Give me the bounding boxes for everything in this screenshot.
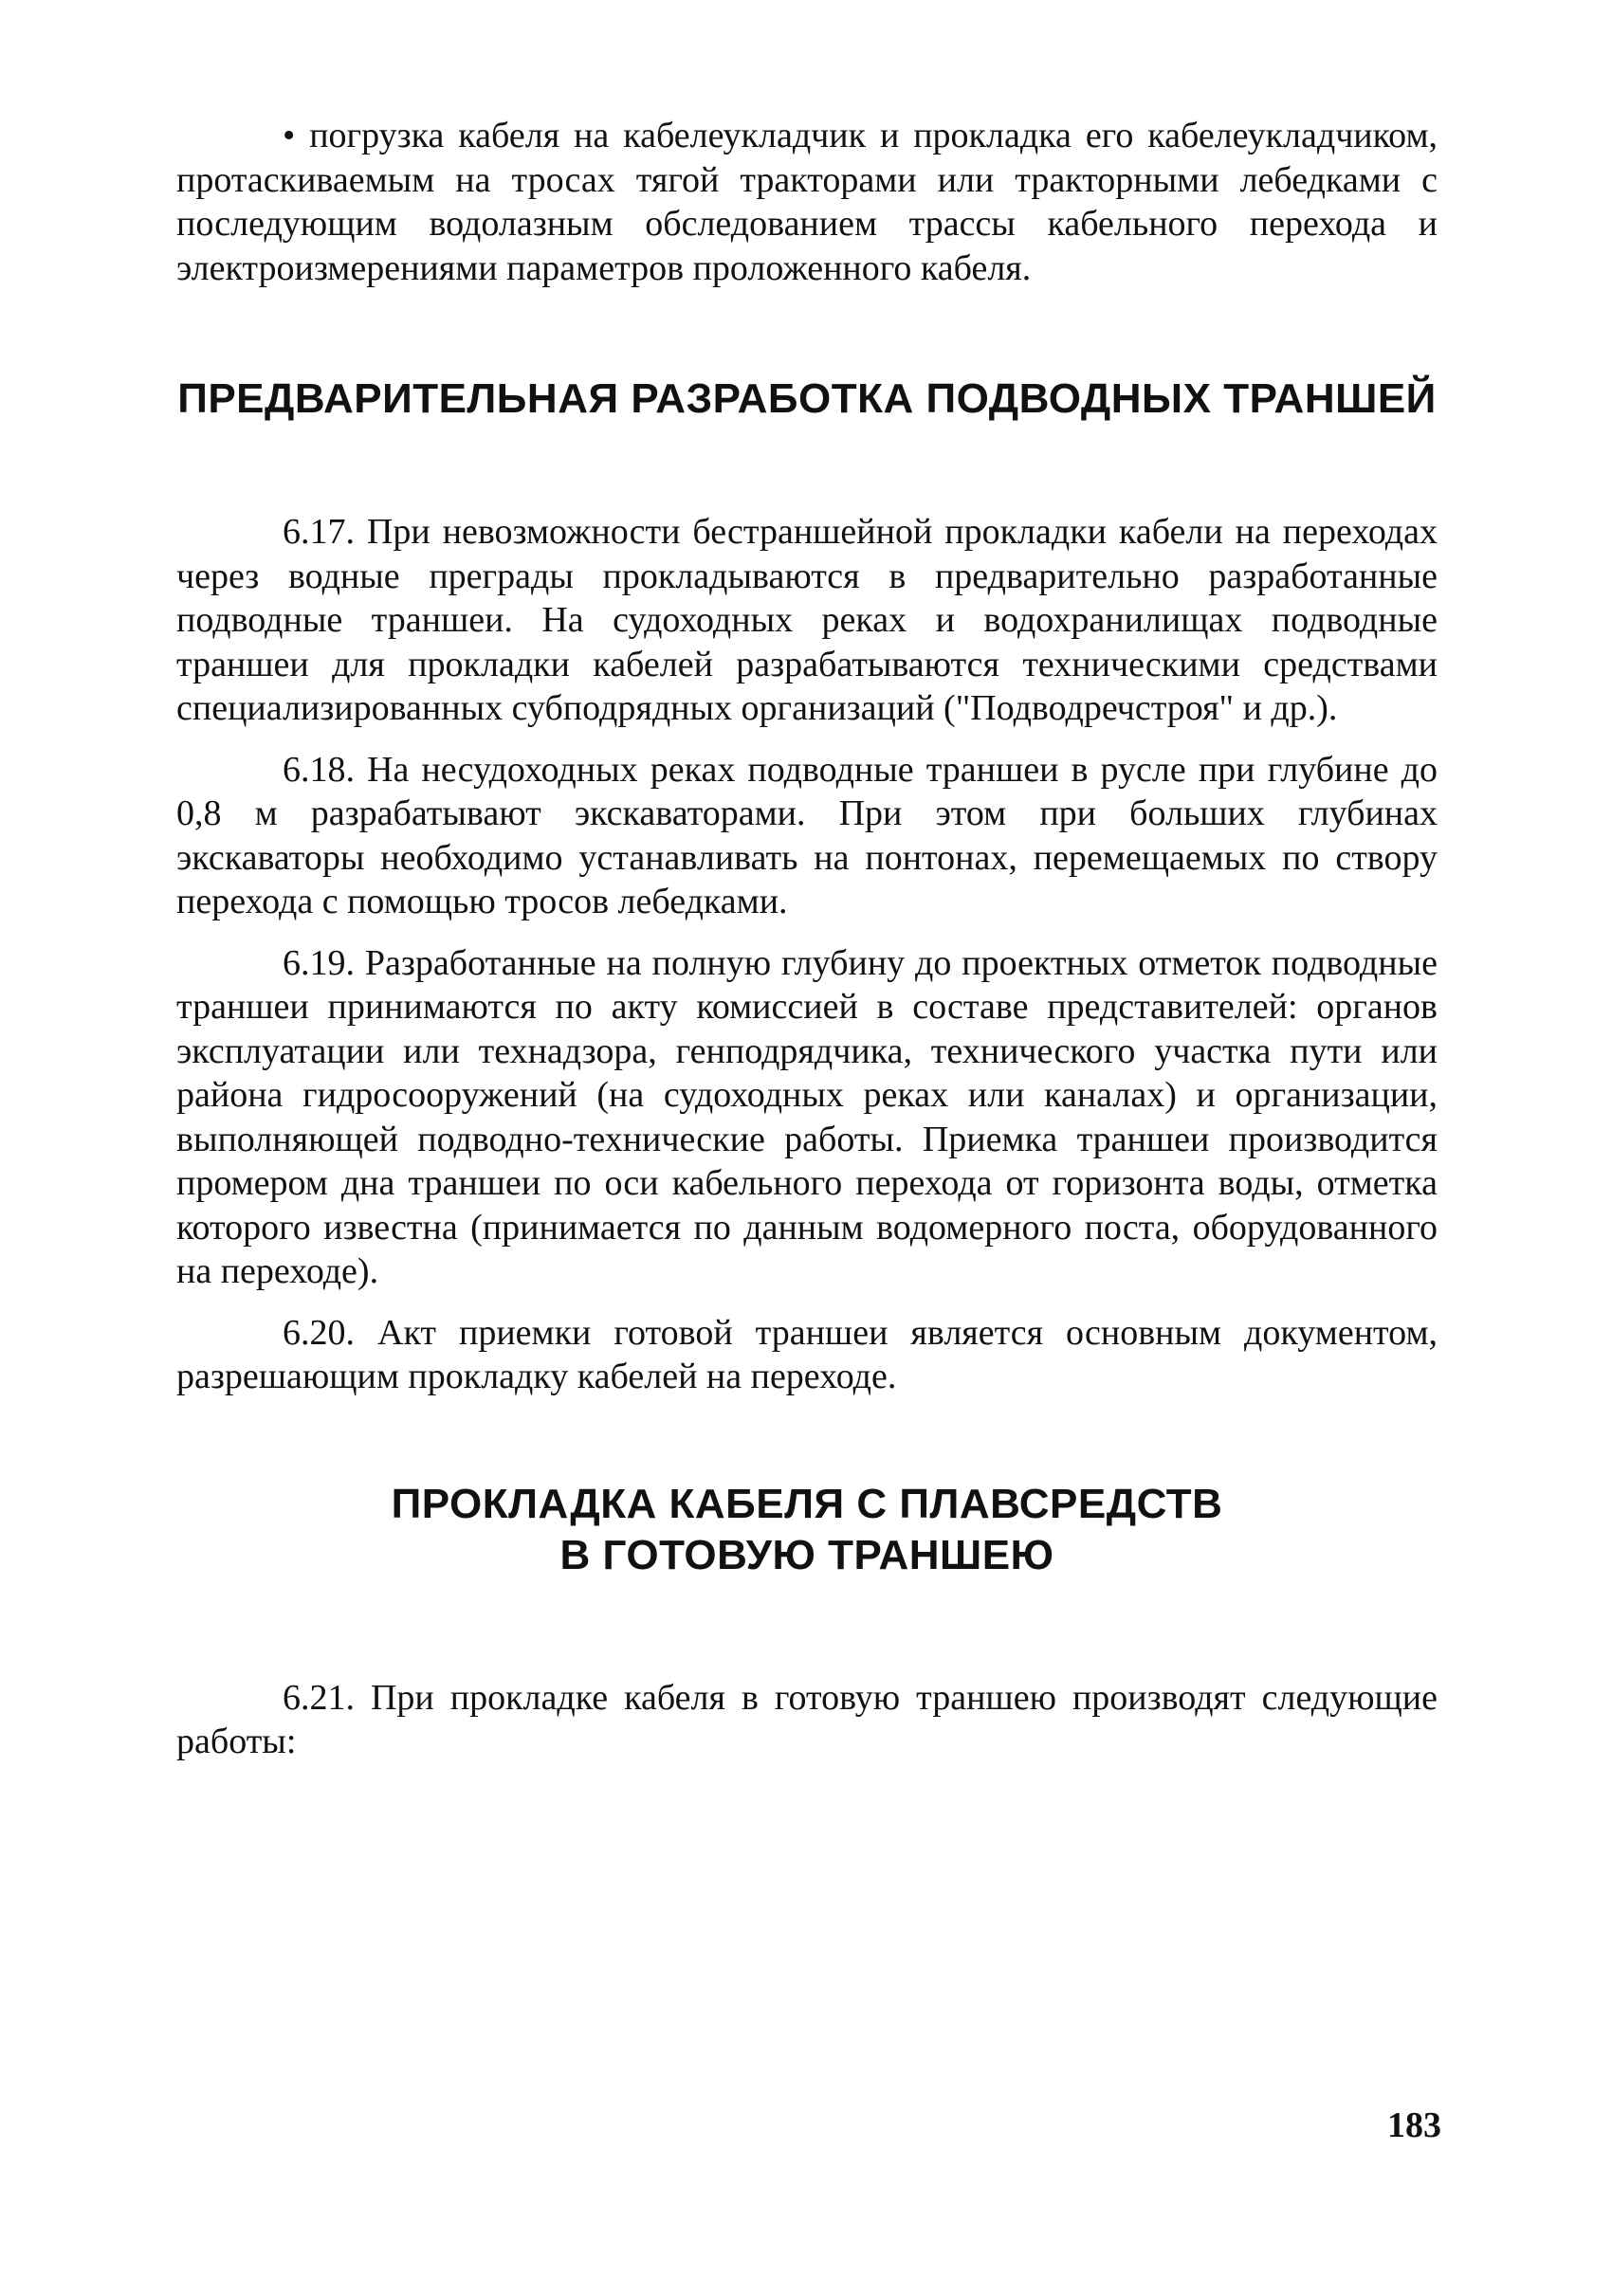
paragraph-6-17: 6.17. При невозможности бестраншейной прокладки кабели на переходах через водные преграды прокладываются в предварительно разработанные подводные траншеи. На судоходных реках и водохранилищах подводные траншеи для прокладки кабелей разрабатываются техническими средствами специализированных субподрядных организаций ("Подводречстроя" и др.). (176, 512, 1438, 728)
document-page (176, 114, 1438, 1764)
intro-bullet-paragraph: • погрузка кабеля на кабелеукладчик и прокладка его кабелеукладчиком, протаскиваемым на тросах тягой тракторами или тракторными лебедками с последующим водолазным обследованием трассы кабельного перехода и электроизмерениями параметров проложенного кабеля. (176, 116, 1438, 288)
section-heading-laying-line2: В ГОТОВУЮ ТРАНШЕЮ (559, 1531, 1054, 1578)
section-heading-laying-line1: ПРОКЛАДКА КАБЕЛЯ С ПЛАВСРЕДСТВ (391, 1480, 1223, 1527)
paragraph-6-19: 6.19. Разработанные на полную глубину до проектных отметок подводные траншеи принимаются по акту комиссией в составе представителей: органов эксплуатации или технадзора, генподрядчика, технического участка пути или района гидросооружений (на судоходных реках или каналах) и организации, выполняющей подводно-технические работы. Приемка траншеи производится промером дна траншеи по оси кабельного перехода от горизонта воды, отметка которого известна (принимается по данным водомерного поста, оборудованного на переходе). (176, 942, 1438, 1291)
paragraph-6-21: 6.21. При прокладке кабеля в готовую траншею производят следующие работы: (176, 1677, 1438, 1761)
paragraph-6-20: 6.20. Акт приемки готовой траншеи является основным документом, разрешающим прокладку кабелей на переходе. (176, 1312, 1438, 1396)
paragraph-6-18: 6.18. На несудоходных реках подводные траншеи в русле при глубине до 0,8 м разрабатывают экскаваторами. При этом при больших глубинах экскаваторы необходимо устанавливать на понтонах, перемещаемых по створу перехода с помощью тросов лебедками. (176, 749, 1438, 921)
page-number: 183 (1387, 2105, 1441, 2145)
section-heading-trenches: ПРЕДВАРИТЕЛЬНАЯ РАЗРАБОТКА ПОДВОДНЫХ ТРАНШЕЙ (177, 375, 1437, 422)
